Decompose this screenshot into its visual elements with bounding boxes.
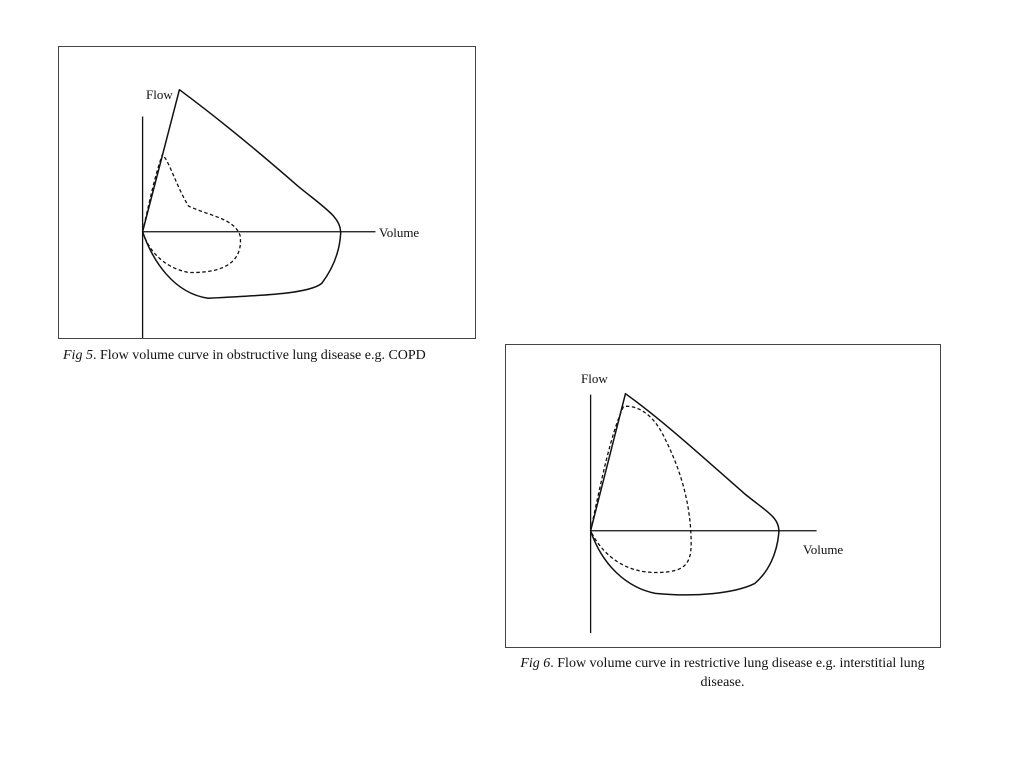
figure-6-caption (520, 654, 925, 692)
restrictive-loop-curve (591, 406, 692, 572)
flow-axis-label: Flow (146, 87, 173, 102)
figure-5-caption (63, 346, 426, 365)
figure-5-plot (59, 47, 475, 338)
figure-5-number: Fig 5 (63, 348, 93, 363)
figure-6-plot (506, 345, 940, 647)
figure-6-diagram (505, 344, 941, 648)
normal-loop-curve (143, 87, 341, 299)
obstructive-loop-curve (143, 154, 241, 272)
figure-6-caption-text: . Flow volume curve in restrictive lung disease e.g. interstitial lung disease. (550, 656, 925, 690)
figure-6-number: Fig 6 (520, 656, 551, 671)
figure-5-diagram (58, 46, 476, 339)
volume-axis-label: Volume (803, 542, 844, 557)
figure-5-caption-text: . Flow volume curve in obstructive lung disease e.g. COPD (92, 348, 426, 363)
volume-axis-label: Volume (379, 225, 420, 240)
flow-axis-label: Flow (581, 371, 608, 386)
